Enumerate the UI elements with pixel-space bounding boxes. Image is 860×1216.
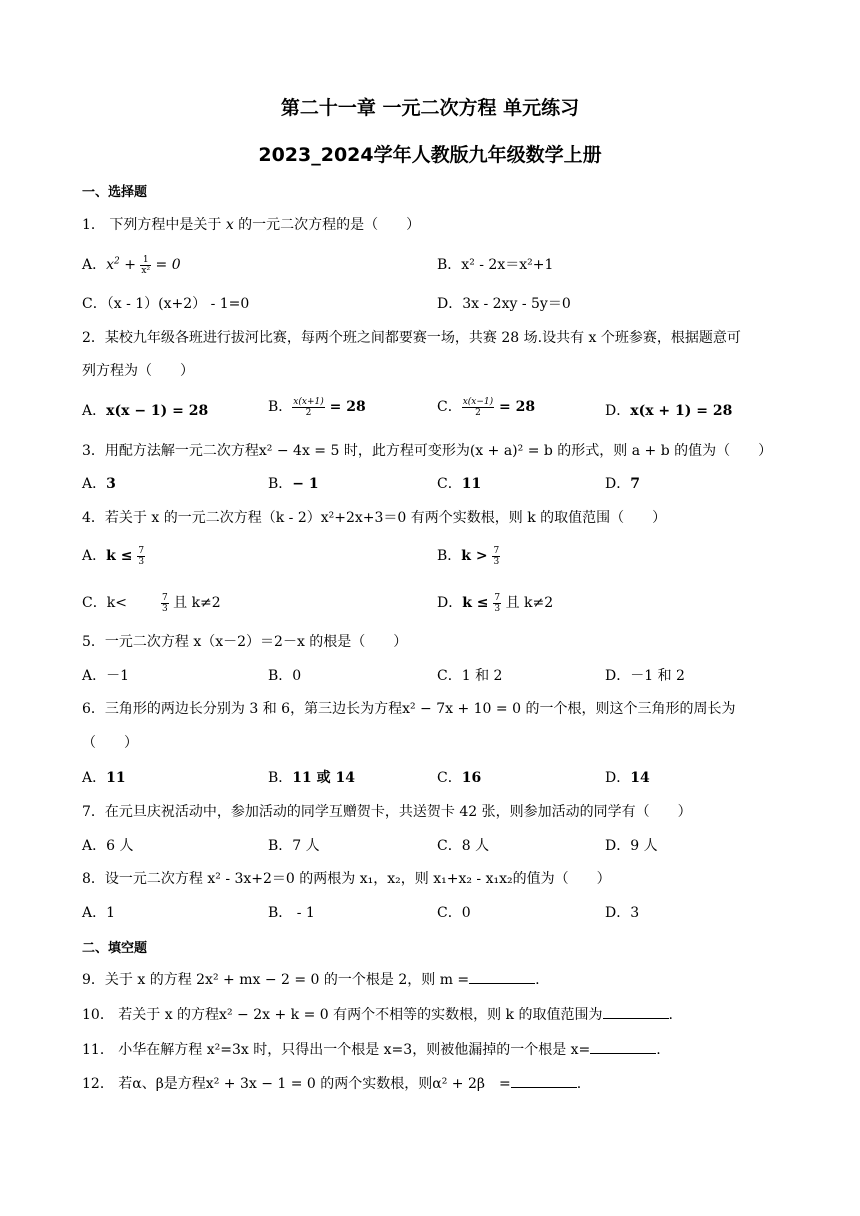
q8-option-a: A．1 — [82, 905, 116, 921]
q4-option-b: B．k > $\frac{7}{3}$ — [437, 545, 500, 567]
section-choice-heading: 一、选择题 — [82, 185, 148, 200]
q2-option-b: B． $\frac{x(x+1)}{2}$ = 28 — [268, 396, 366, 418]
q2-option-c: C． $\frac{x(x-1)}{2}$ = 28 — [437, 396, 536, 418]
section-fill-heading: 二、填空题 — [82, 941, 148, 956]
q5-option-c: C．1 和 2 — [437, 668, 503, 684]
q1-option-b: B．x² - 2x＝x²+1 — [437, 257, 554, 273]
title-line-1: 第二十一章 一元二次方程 单元练习 — [280, 97, 580, 119]
question-6-line-2: （ ） — [82, 735, 138, 751]
q8-option-d: D．3 — [605, 905, 640, 921]
question-2-line-2: 列方程为（ ） — [82, 363, 194, 379]
question-9: 9．关于 x 的方程 2x² + mx − 2 = 0 的一个根是 2，则 m = . — [82, 972, 540, 988]
answer-blank[interactable] — [590, 1041, 656, 1054]
answer-blank[interactable] — [603, 1006, 669, 1019]
q8-option-b: B． - 1 — [268, 905, 315, 921]
q6-option-d: D．14 — [605, 770, 650, 786]
q3-option-b: B．− 1 — [268, 476, 319, 492]
q6-option-b: B．11 或 14 — [268, 770, 356, 786]
q4-option-c: C．k< $\frac{7}{3}$ 且 k≠2 — [82, 592, 221, 614]
question-3: 3．用配方法解一元二次方程x² − 4x = 5 时，此方程可变形为(x + a)² = b 的形式，则 a + b 的值为（ ） — [82, 443, 773, 459]
q7-option-a: A．6 人 — [82, 838, 134, 854]
question-6-line-1: 6．三角形的两边长分别为 3 和 6，第三边长为方程x² − 7x + 10 = 0 的一个根，则这个三角形的周长为 — [82, 701, 736, 717]
q1-option-d: D．3x - 2xy - 5y＝0 — [437, 296, 571, 312]
q6-option-a: A．11 — [82, 770, 126, 786]
question-1: 1． 下列方程中是关于 x 的一元二次方程的是（ ） — [82, 217, 421, 233]
q7-option-d: D．9 人 — [605, 838, 658, 854]
answer-blank[interactable] — [469, 971, 535, 984]
question-10: 10． 若关于 x 的方程x² − 2x + k = 0 有两个不相等的实数根，则 k 的取值范围为 . — [82, 1007, 673, 1023]
question-5: 5．一元二次方程 x（x－2）＝2－x 的根是（ ） — [82, 634, 408, 650]
q2-option-a: A．x(x − 1) = 28 — [82, 403, 209, 419]
q5-option-b: B．0 — [268, 668, 302, 684]
q1-option-a: A．$x^2$ + $\frac{1}{\text{x²}}$ = 0 — [82, 254, 181, 276]
title-line-2: 2023_2024学年人教版九年级数学上册 — [258, 144, 602, 166]
question-2-line-1: 2．某校九年级各班进行拔河比赛，每两个班之间都要赛一场，共赛 28 场.设共有 x 个班参赛，根据题意可 — [82, 330, 741, 346]
question-4: 4．若关于 x 的一元二次方程（k - 2）x²+2x+3＝0 有两个实数根，则 k 的取值范围（ ） — [82, 510, 667, 526]
q5-option-a: A．－1 — [82, 668, 130, 684]
q6-option-c: C．16 — [437, 770, 482, 786]
q8-option-c: C．0 — [437, 905, 471, 921]
q4-option-d: D．k ≤ $\frac{7}{3}$ 且 k≠2 — [437, 592, 554, 614]
q7-option-b: B．7 人 — [268, 838, 320, 854]
q1-option-c: C．（x - 1）(x+2） - 1=0 — [82, 296, 250, 312]
q2-option-d: D．x(x + 1) = 28 — [605, 403, 733, 419]
q4-option-a: A．k ≤ $\frac{7}{3}$ — [82, 545, 145, 567]
question-8: 8．设一元二次方程 x² - 3x+2＝0 的两根为 x₁，x₂，则 x₁+x₂ - x₁x₂的值为（ ） — [82, 871, 611, 887]
question-11: 11． 小华在解方程 x²=3x 时，只得出一个根是 x=3，则被他漏掉的一个根是 x= . — [82, 1042, 661, 1058]
q5-option-d: D．－1 和 2 — [605, 668, 685, 684]
q3-option-d: D．7 — [605, 476, 640, 492]
q3-option-a: A．3 — [82, 476, 116, 492]
answer-blank[interactable] — [511, 1075, 577, 1088]
q3-option-c: C．11 — [437, 476, 482, 492]
q7-option-c: C．8 人 — [437, 838, 490, 854]
question-7: 7．在元旦庆祝活动中，参加活动的同学互赠贺卡，共送贺卡 42 张，则参加活动的同学有（ ） — [82, 804, 692, 820]
question-12: 12． 若α、β是方程x² + 3x − 1 = 0 的两个实数根，则α² + 2β = . — [82, 1076, 582, 1092]
